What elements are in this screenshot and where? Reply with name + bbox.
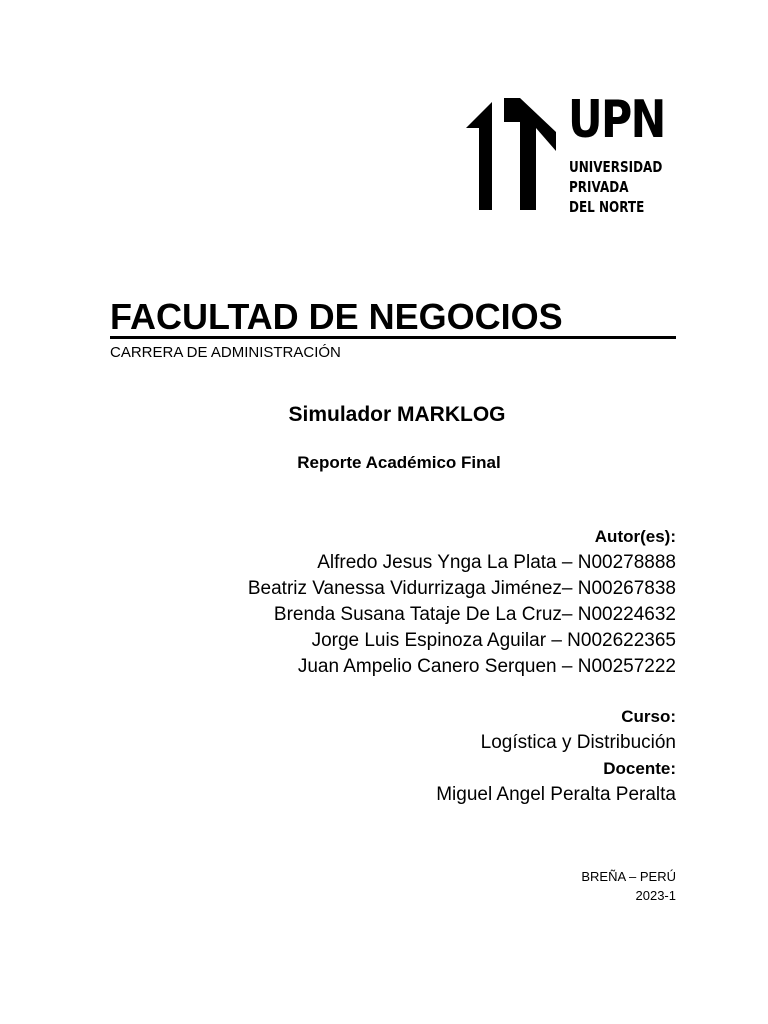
logo-line: PRIVADA: [569, 178, 629, 196]
course-name: Logística y Distribución: [480, 732, 676, 753]
teacher-label: Docente:: [603, 759, 676, 778]
report-title: Simulador MARKLOG: [288, 403, 506, 426]
author-name: Beatriz Vanessa Vidurrizaga Jiménez– N00267838: [247, 578, 676, 599]
authors-label: Autor(es):: [594, 527, 676, 546]
career-name: CARRERA DE ADMINISTRACIÓN: [110, 344, 341, 361]
course-section: [436, 704, 676, 808]
author-name: Juan Ampelio Canero Serquen – N00257222: [297, 656, 676, 677]
university-logo: [466, 90, 666, 216]
author-name: Jorge Luis Espinoza Aguilar – N002622365: [311, 630, 676, 651]
upn-arrow-icon: [466, 98, 558, 212]
logo-line: UNIVERSIDAD: [569, 158, 663, 176]
academic-period: 2023-1: [635, 888, 676, 903]
logo-name: [569, 157, 662, 217]
report-subtitle: Reporte Académico Final: [297, 453, 501, 472]
course-label: Curso:: [621, 707, 676, 726]
author-name: Alfredo Jesus Ynga La Plata – N00278888: [317, 552, 676, 573]
author-name: Brenda Susana Tataje De La Cruz– N00224632: [273, 604, 676, 625]
footer: [581, 867, 676, 905]
logo-line: DEL NORTE: [569, 198, 645, 216]
authors-section: [248, 524, 676, 680]
faculty-title: FACULTAD DE NEGOCIOS: [110, 296, 676, 339]
teacher-name: Miguel Angel Peralta Peralta: [436, 784, 676, 805]
location: BREÑA – PERÚ: [581, 869, 676, 884]
logo-acronym: UPN: [568, 90, 665, 150]
